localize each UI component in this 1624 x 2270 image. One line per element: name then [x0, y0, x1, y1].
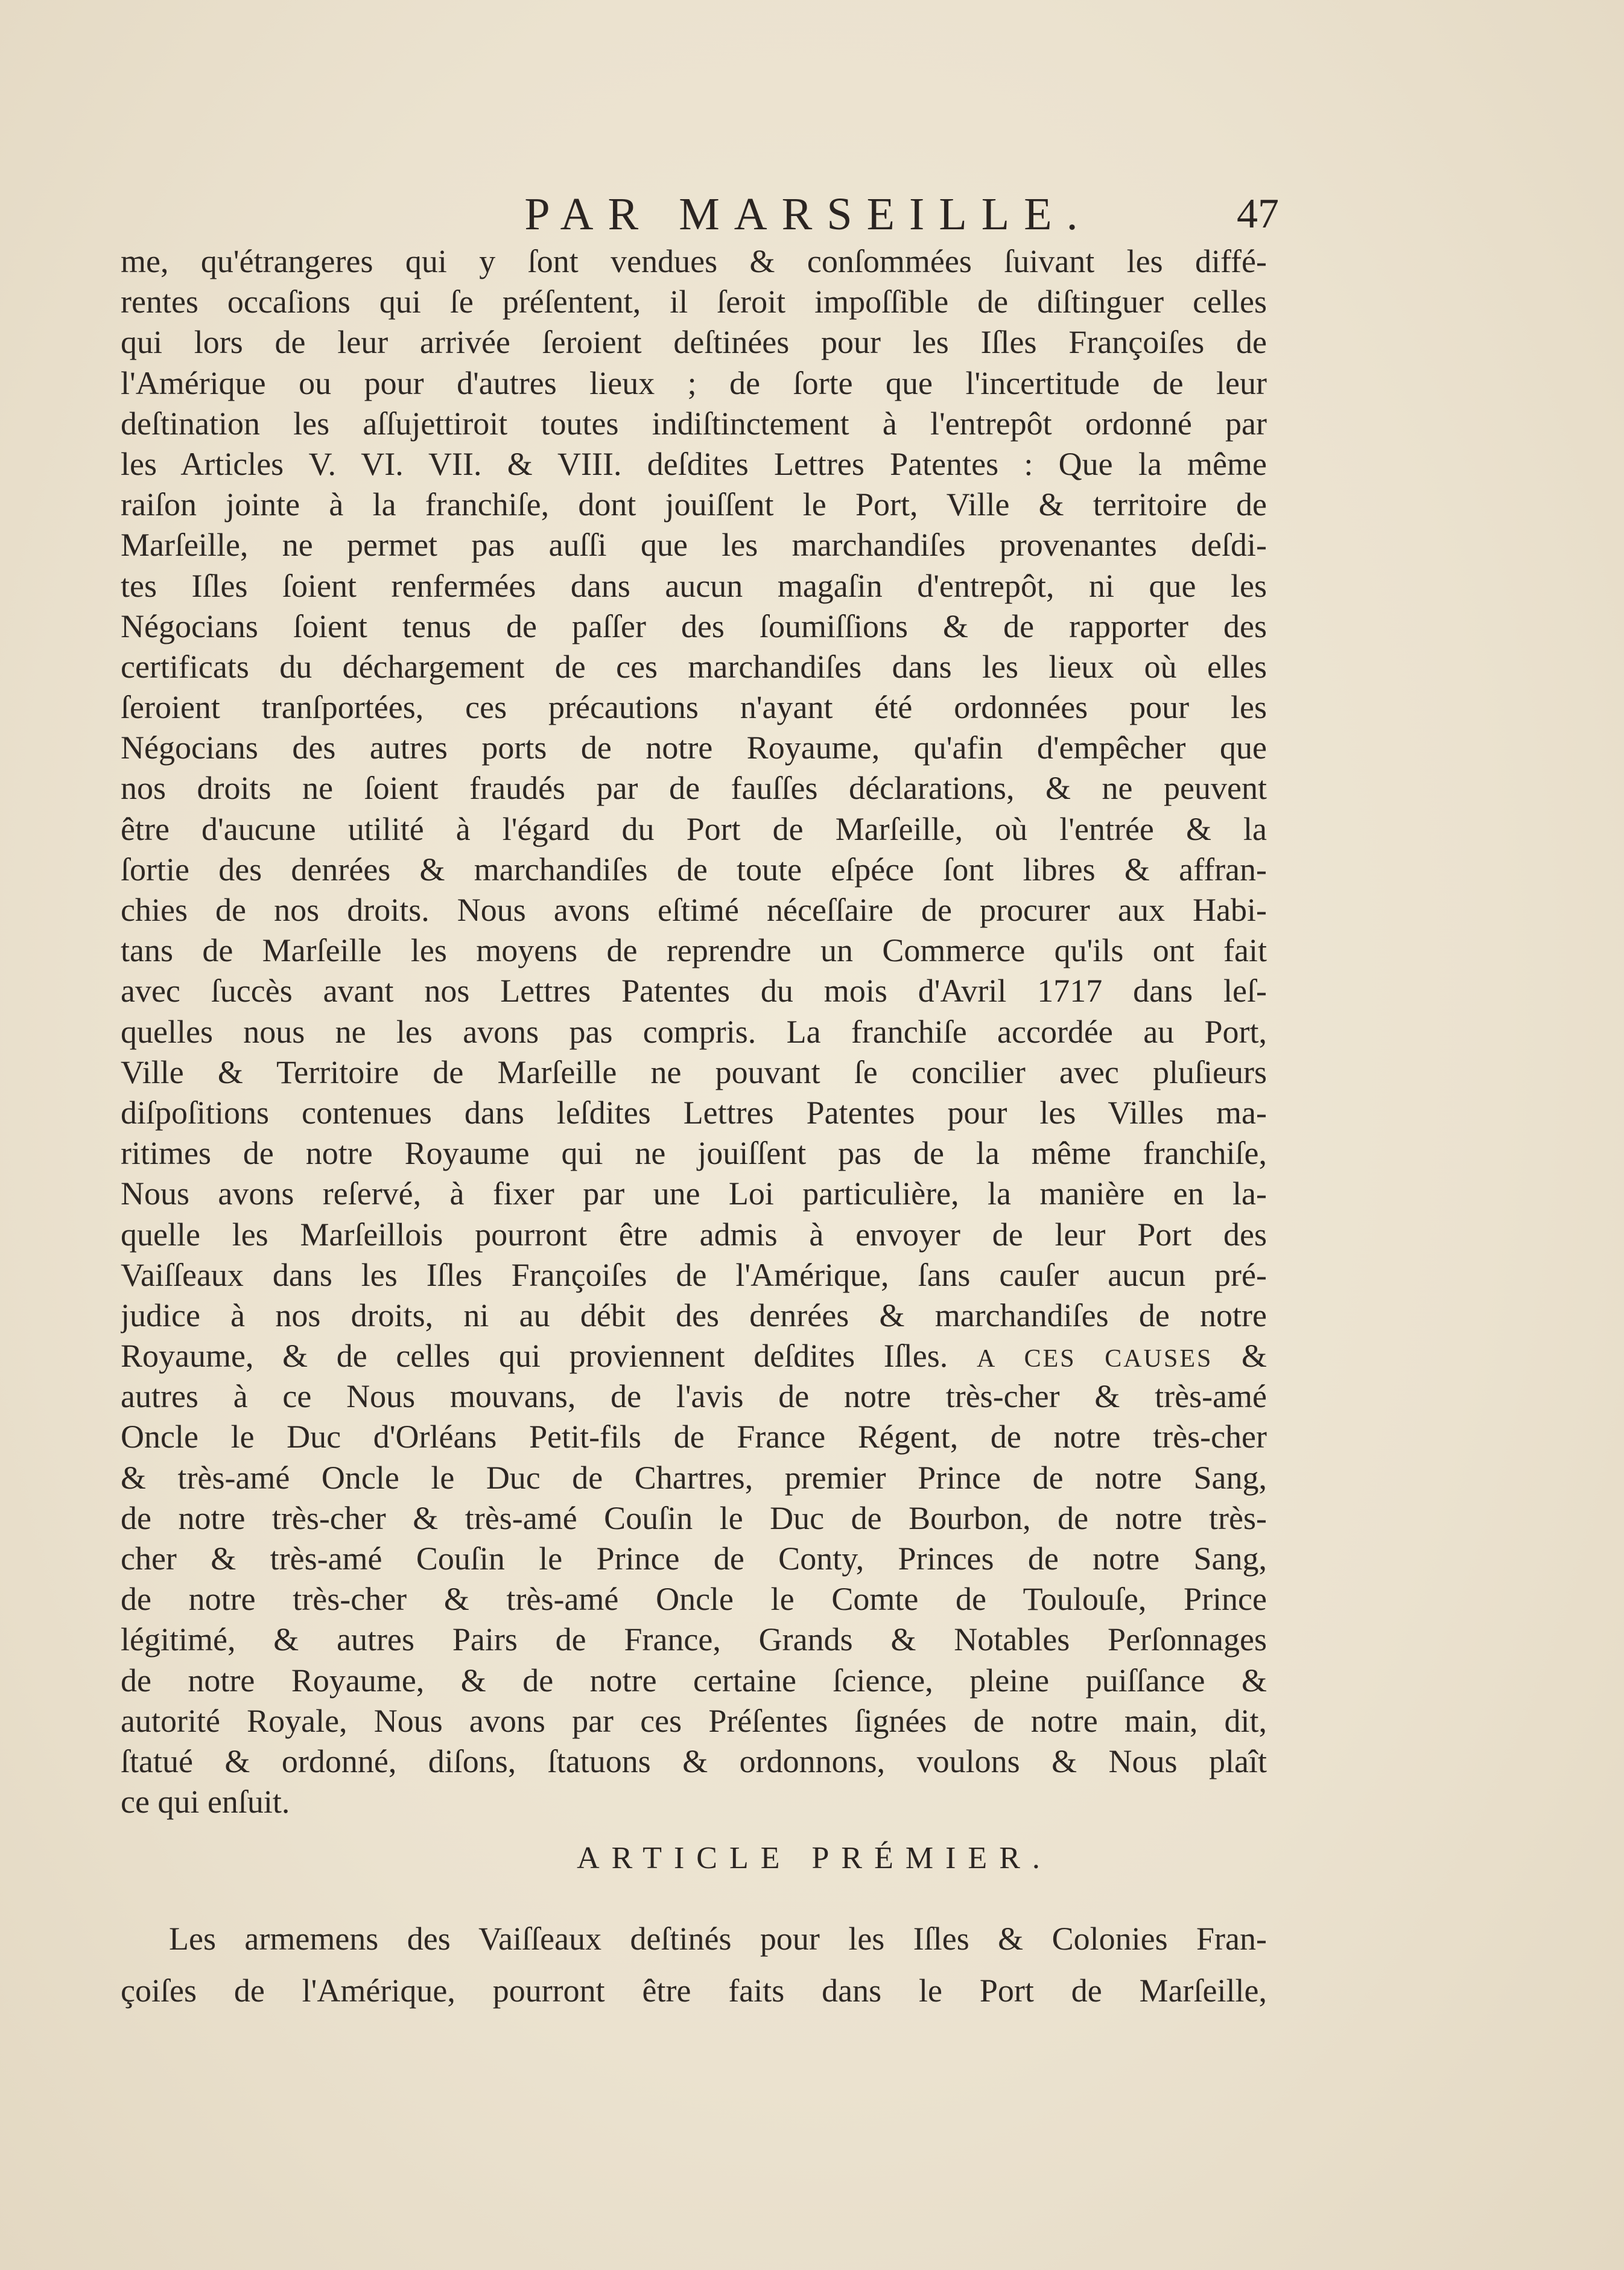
text-line: çoiſes de l'Amérique, pourront être faits dans le Port de Marſeille,: [121, 1973, 1267, 2009]
text-segment: Royaume, & de celles qui proviennent deſdites Iſles.: [121, 1338, 948, 1375]
text-line: l'Amérique ou pour d'autres lieux ; de ſorte que l'incertitude de leur: [121, 364, 1267, 401]
text-line: judice à nos droits, ni au débit des denrées & marchandiſes de notre: [121, 1297, 1267, 1334]
text-line: autorité Royale, Nous avons par ces Préſentes ſignées de notre main, dit,: [121, 1702, 1267, 1739]
text-line: de notre Royaume, & de notre certaine ſcience, pleine puiſſance &: [121, 1662, 1267, 1699]
text-line: autres à ce Nous mouvans, de l'avis de notre très-cher & très-amé: [121, 1378, 1267, 1415]
running-head: PAR MARSEILLE.: [524, 189, 1093, 240]
text-line: Marſeille, ne permet pas auſſi que les marchandiſes provenantes deſdi-: [121, 527, 1267, 564]
text-line: légitimé, & autres Pairs de France, Grands & Notables Perſonnages: [121, 1621, 1267, 1658]
text-line: de notre très-cher & très-amé Couſin le Duc de Bourbon, de notre très-: [121, 1499, 1267, 1536]
text-line: les Articles V. VI. VII. & VIII. deſdites Lettres Patentes : Que la même: [121, 445, 1267, 482]
text-line: chies de nos droits. Nous avons eſtimé néceſſaire de procurer aux Habi-: [121, 892, 1267, 928]
body-text: [121, 241, 1267, 1822]
text-line: Oncle le Duc d'Orléans Petit-fils de France Régent, de notre très-cher: [121, 1419, 1267, 1455]
text-line: ſtatué & ordonné, diſons, ſtatuons & ordonnons, voulons & Nous plaît: [121, 1743, 1267, 1779]
text-line: Négocians ſoient tenus de paſſer des ſoumiſſions & de rapporter des: [121, 608, 1267, 644]
text-line: Ville & Territoire de Marſeille ne pouvant ſe concilier avec pluſieurs: [121, 1054, 1267, 1090]
text-line: quelles nous ne les avons pas compris. La franchiſe accordée au Port,: [121, 1013, 1267, 1050]
text-line-with-causes: [121, 1336, 1267, 1376]
text-line: me, qu'étrangeres qui y ſont vendues & conſommées ſuivant les diffé-: [121, 243, 1267, 279]
page-number: 47: [1237, 191, 1279, 237]
text-line: ritimes de notre Royaume qui ne jouiſſent pas de la même franchiſe,: [121, 1135, 1267, 1172]
text-line: Négocians des autres ports de notre Royaume, qu'afin d'empêcher que: [121, 730, 1267, 766]
text-line: avec ſuccès avant nos Lettres Patentes du mois d'Avril 1717 dans leſ-: [121, 973, 1267, 1009]
causes-phrase: A CES CAUSES: [976, 1345, 1213, 1373]
text-line: quelle les Marſeillois pourront être admis à envoyer de leur Port des: [121, 1216, 1267, 1253]
text-line: Nous avons reſervé, à fixer par une Loi particulière, la manière en la-: [121, 1175, 1267, 1212]
text-line: tes Iſles ſoient renfermées dans aucun magaſin d'entrepôt, ni que les: [121, 567, 1267, 604]
text-line: Vaiſſeaux dans les Iſles Françoiſes de l'Amérique, ſans cauſer aucun pré-: [121, 1256, 1267, 1293]
text-segment: &: [1213, 1338, 1267, 1375]
text-line: nos droits ne ſoient fraudés par de fauſſes déclarations, & ne peuvent: [121, 770, 1267, 807]
text-line: raiſon jointe à la franchiſe, dont jouiſſent le Port, Ville & territoire de: [121, 486, 1267, 523]
text-line: ce qui enſuit.: [121, 1784, 290, 1820]
text-line: Les armemens des Vaiſſeaux deſtinés pour les Iſles & Colonies Fran-: [169, 1921, 1267, 1957]
article-heading: ARTICLE PRÉMIER.: [577, 1841, 1052, 1875]
text-line: ſeroient tranſportées, ces précautions n'ayant été ordonnées pour les: [121, 689, 1267, 726]
text-line: cher & très-amé Couſin le Prince de Conty, Princes de notre Sang,: [121, 1540, 1267, 1577]
text-line: diſpoſitions contenues dans leſdites Lettres Patentes pour les Villes ma-: [121, 1094, 1267, 1131]
text-line: tans de Marſeille les moyens de reprendre un Commerce qu'ils ont fait: [121, 932, 1267, 969]
text-line: rentes occaſions qui ſe préſentent, il ſeroit impoſſible de diſtinguer celles: [121, 284, 1267, 320]
text-line: de notre très-cher & très-amé Oncle le Comte de Toulouſe, Prince: [121, 1581, 1267, 1618]
text-line: & très-amé Oncle le Duc de Chartres, premier Prince de notre Sang,: [121, 1459, 1267, 1496]
text-line: ſortie des denrées & marchandiſes de toute eſpéce ſont libres & affran-: [121, 851, 1267, 888]
text-line: deſtination les aſſujettiroit toutes indiſtinctement à l'entrepôt ordonné par: [121, 405, 1267, 442]
text-line: être d'aucune utilité à l'égard du Port de Marſeille, où l'entrée & la: [121, 810, 1267, 847]
text-line: qui lors de leur arrivée ſeroient deſtinées pour les Iſles Françoiſes de: [121, 324, 1267, 361]
text-line: certificats du déchargement de ces marchandiſes dans les lieux où elles: [121, 648, 1267, 685]
article-text: [121, 1913, 1267, 2017]
